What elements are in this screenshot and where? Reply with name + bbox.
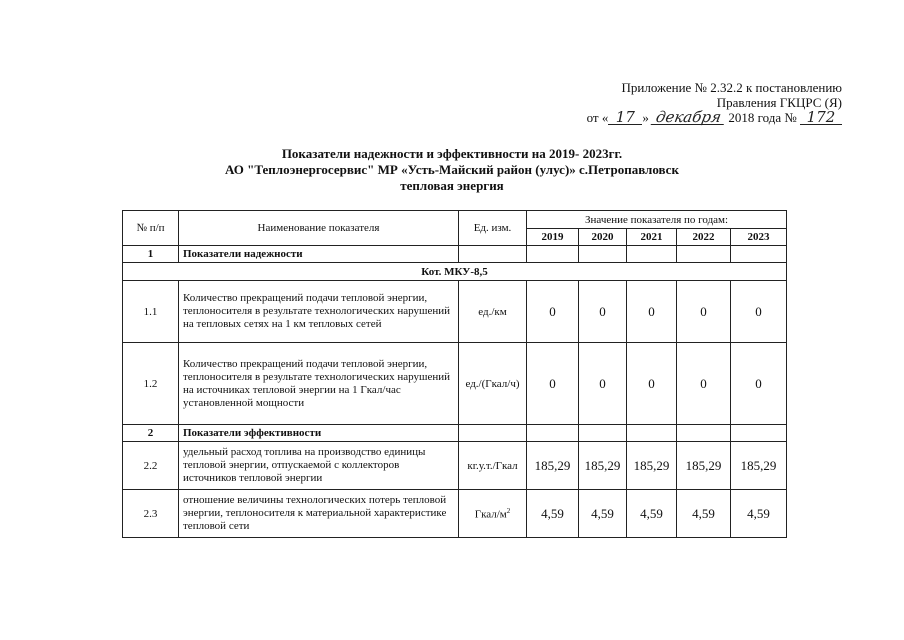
appendix-line: Приложение № 2.32.2 к постановлению xyxy=(621,80,842,95)
year-2022: 2022 xyxy=(677,229,731,246)
year-text: 2018 года № xyxy=(728,110,797,125)
title-line-1: Показатели надежности и эффективности на 2019- 2023гг. xyxy=(281,146,623,161)
header-unit: Ед. изм. xyxy=(459,211,527,246)
handwritten-month: декабря xyxy=(651,110,727,125)
handwritten-number: 172 xyxy=(800,110,842,125)
document-header xyxy=(587,80,842,125)
section-reliability: 1 Показатели надежности xyxy=(123,246,787,263)
year-2019: 2019 xyxy=(527,229,579,246)
table-row: 1.2 Количество прекращений подачи тепловой энергии, теплоносителя в результате технологических нарушений на источниках тепловой энергии на 1 Гкал/час установленной мощности ед./(Гкал/ч) 0 0 0 0 0 xyxy=(123,343,787,425)
date-prefix: от « xyxy=(586,110,609,125)
title-line-2: АО "Теплоэнергосервис" МР «Усть-Майский район (улус)» с.Петропавловск xyxy=(225,162,679,177)
date-mid: » xyxy=(642,110,649,125)
authority-line: Правления ГКЦРС (Я) xyxy=(716,95,842,110)
indicators-table xyxy=(122,210,787,538)
header-name: Наименование показателя xyxy=(179,211,459,246)
year-2023: 2023 xyxy=(731,229,787,246)
header-num: № п/п xyxy=(123,211,179,246)
table-row: 1.1 Количество прекращений подачи тепловой энергии, теплоносителя в результате технологических нарушений на тепловых сетях на 1 км тепловых сетей ед./км 0 0 0 0 0 xyxy=(123,281,787,343)
table-row: 2.2 удельный расход топлива на производство единицы тепловой энергии, отпускаемой с коллекторов источников тепловой энергии кг.у.т./Гкал 185,29 185,29 185,29 185,29 185,29 xyxy=(123,442,787,490)
date-line xyxy=(587,110,842,125)
year-2020: 2020 xyxy=(579,229,627,246)
section-efficiency: 2 Показатели эффективности xyxy=(123,425,787,442)
title-line-3: тепловая энергия xyxy=(400,178,504,193)
unit-gcal-m2: Гкал/$м^2$ xyxy=(459,490,527,538)
table-row: 2.3 отношение величины технологических потерь тепловой энергии, теплоносителя к материальной характеристике тепловой сети Гкал/$м^2$ 4,59 4,59 4,59 4,59 4,59 xyxy=(123,490,787,538)
boiler-subheader: Кот. МКУ-8,5 xyxy=(123,263,787,281)
document-title xyxy=(0,146,904,194)
header-values: Значение показателя по годам: xyxy=(527,211,787,229)
handwritten-day: 17 xyxy=(608,110,642,125)
year-2021: 2021 xyxy=(627,229,677,246)
